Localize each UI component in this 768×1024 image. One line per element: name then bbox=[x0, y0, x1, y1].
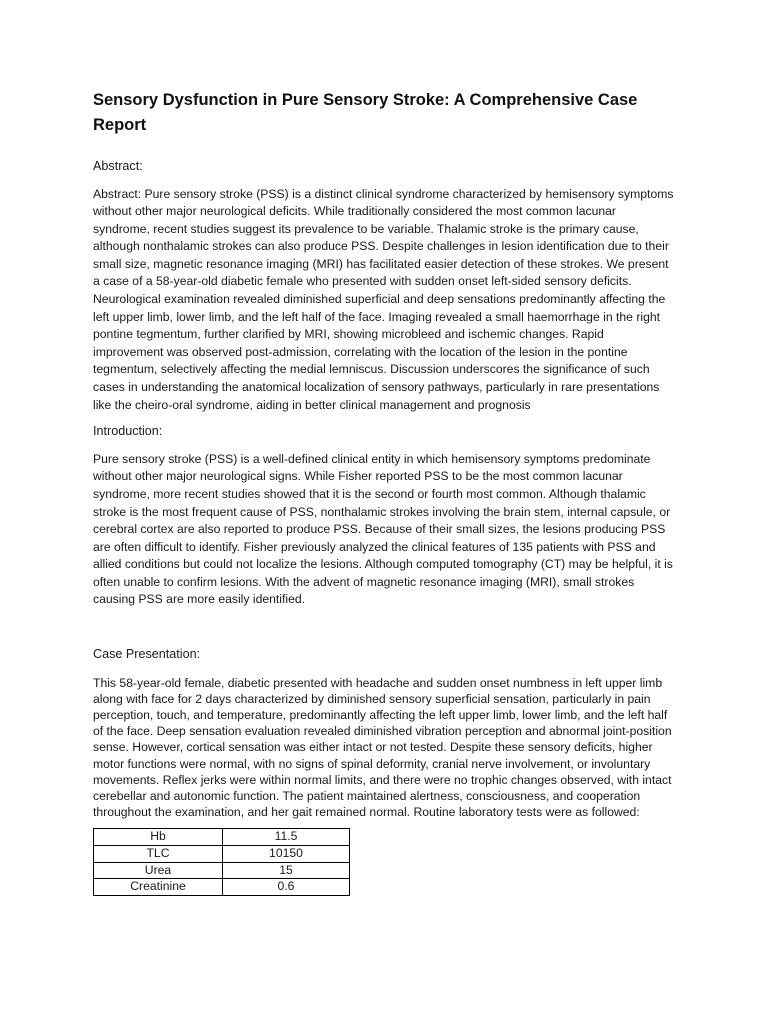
introduction-heading: Introduction: bbox=[93, 424, 163, 439]
lab-test-name: Urea bbox=[94, 862, 223, 879]
lab-results-table bbox=[93, 828, 350, 895]
case-presentation-heading: Case Presentation: bbox=[93, 647, 201, 662]
abstract-heading: Abstract: bbox=[93, 159, 143, 173]
case-presentation-paragraph: This 58-year-old female, diabetic presented with headache and sudden onset numbness in left upper limb along with face for 2 days characterized by diminished sensory superficial sensation, particularly in pain perception, touch, and temperature, predominantly affecting the left upper limb, lower limb, and the left half of the face. Deep sensation evaluation revealed diminished vibration perception and abnormal joint-position sense. However, cortical sensation was either intact or not tested. Despite these sensory deficits, higher motor functions were normal, with no signs of spinal deformity, cranial nerve involvement, or involuntary movements. Reflex jerks were within normal limits, and there were no trophic changes observed, with intact cerebellar and autonomic function. The patient maintained alertness, consciousness, and cooperation throughout the examination, and her gait remained normal. Routine laboratory tests were as followed: bbox=[93, 675, 672, 820]
abstract-paragraph: Abstract: Pure sensory stroke (PSS) is a distinct clinical syndrome characterized by hemisensory symptoms without other major neurological deficits. While traditionally considered the most common lacunar syndrome, recent studies suggest its prevalence to be variable. Thalamic stroke is the primary cause, although nonthalamic strokes can also produce PSS. Despite challenges in lesion identification due to their small size, magnetic resonance imaging (MRI) has facilitated easier detection of these strokes. We present a case of a 58-year-old diabetic female who presented with sudden onset left-sided sensory deficits. Neurological examination revealed diminished superficial and deep sensations predominantly affecting the left upper limb, lower limb, and the left half of the face. Imaging revealed a small haemorrhage in the right pontine tegmentum, further clarified by MRI, showing microbleed and ischemic changes. Rapid improvement was observed post-admission, correlating with the location of the lesion in the pontine tegmentum, selectively affecting the medial lemniscus. Discussion underscores the significance of such cases in understanding the anatomical localization of sensory pathways, particularly in rare presentations like the cheiro-oral syndrome, aiding in better clinical management and prognosis bbox=[93, 186, 674, 412]
table-row bbox=[94, 879, 350, 896]
lab-test-value: 10150 bbox=[223, 845, 350, 862]
table-row bbox=[94, 845, 350, 862]
introduction-paragraph: Pure sensory stroke (PSS) is a well-defined clinical entity in which hemisensory symptoms predominate without other major neurological signs. While Fisher reported PSS to be the most common lacunar syndrome, more recent studies showed that it is the second or fourth most common. Although thalamic stroke is the most frequent cause of PSS, nonthalamic strokes involving the brain stem, internal capsule, or cerebral cortex are also reported to produce PSS. Because of their small sizes, the lesions producing PSS are often difficult to identify. Fisher previously analyzed the clinical features of 135 patients with PSS and allied conditions but could not localize the lesions. Although computed tomography (CT) may be helpful, it is often unable to confirm lesions. With the advent of magnetic resonance imaging (MRI), small strokes causing PSS are more easily identified. bbox=[93, 451, 673, 607]
lab-test-value: 11.5 bbox=[223, 829, 350, 846]
lab-test-value: 0.6 bbox=[223, 879, 350, 896]
table-row bbox=[94, 862, 350, 879]
lab-test-name: Hb bbox=[94, 829, 223, 846]
lab-test-name: TLC bbox=[94, 845, 223, 862]
document-page bbox=[93, 88, 675, 896]
lab-test-value: 15 bbox=[223, 862, 350, 879]
lab-test-name: Creatinine bbox=[94, 879, 223, 896]
document-title: Sensory Dysfunction in Pure Sensory Stroke: A Comprehensive Case Report bbox=[93, 91, 638, 134]
table-row bbox=[94, 829, 350, 846]
